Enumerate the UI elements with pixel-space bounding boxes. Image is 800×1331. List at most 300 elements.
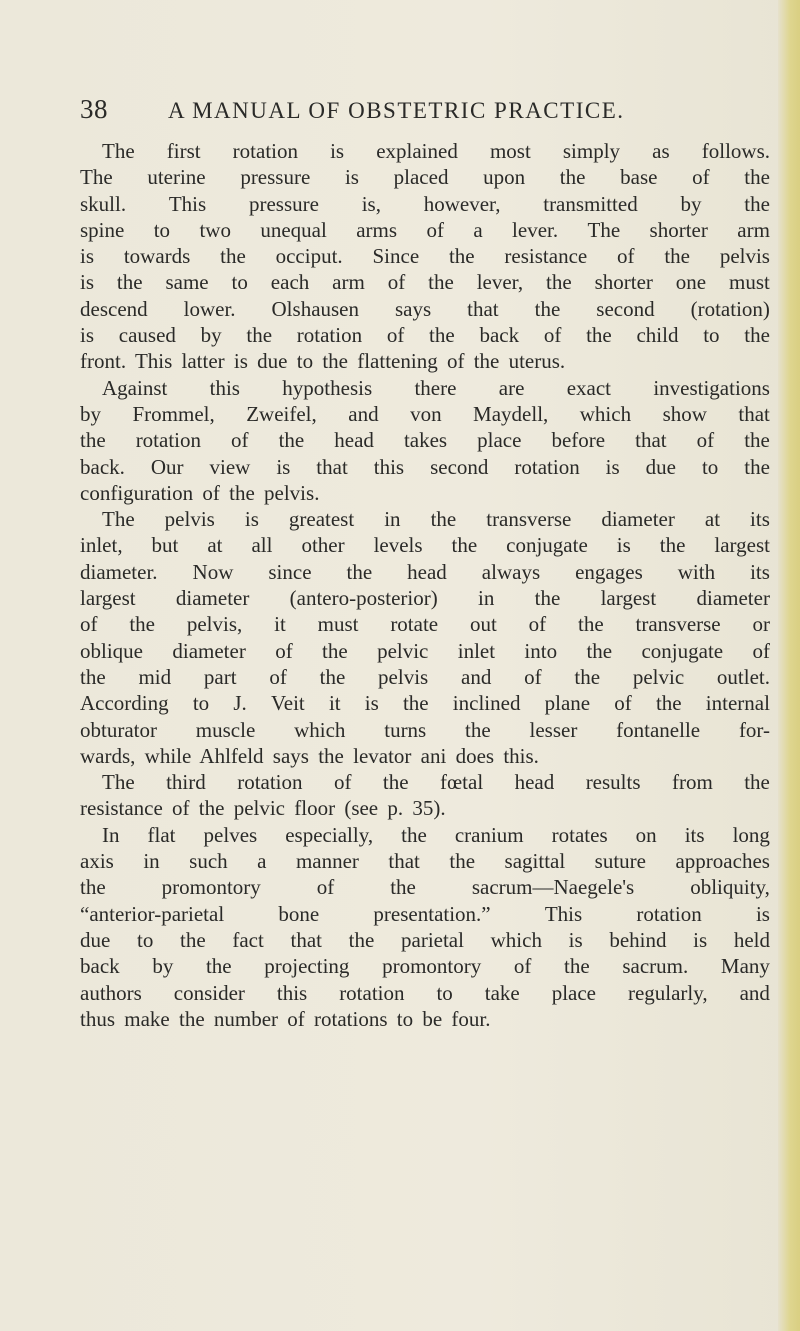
text-line	[80, 243, 770, 269]
word: rotation	[135, 428, 202, 453]
word: into	[524, 638, 558, 663]
word: greatest	[288, 507, 355, 532]
word: two	[199, 217, 231, 242]
word: J.	[233, 691, 247, 716]
word: in	[143, 849, 160, 874]
word: the	[659, 533, 686, 558]
word: of	[524, 664, 542, 689]
word: must	[729, 270, 770, 295]
word: the	[205, 954, 232, 979]
word: Zweifel,	[246, 401, 317, 426]
word: which	[490, 927, 542, 952]
word: the	[451, 533, 478, 558]
word: Since	[372, 244, 420, 269]
word: and	[739, 980, 770, 1005]
word: at	[704, 507, 721, 532]
page-header	[80, 94, 760, 130]
word: pelvis	[378, 664, 429, 689]
word: that	[316, 454, 348, 479]
word: muscle	[195, 717, 256, 742]
word: Now	[192, 559, 234, 584]
text-line	[80, 901, 770, 927]
word: take	[484, 980, 520, 1005]
word: to	[701, 454, 719, 479]
word: oblique	[80, 638, 143, 663]
word: that	[388, 849, 420, 874]
word: diameter	[696, 586, 770, 611]
word: rotation	[636, 901, 702, 926]
word: most	[489, 139, 531, 163]
word: the	[465, 717, 491, 742]
word: the	[116, 270, 143, 295]
text-line: configuration of the pelvis.	[80, 480, 320, 505]
word: exact	[566, 375, 611, 400]
word: second	[596, 296, 655, 321]
word: the	[246, 323, 273, 348]
word: The	[102, 139, 135, 163]
word: in	[384, 507, 401, 532]
word: arm	[737, 217, 770, 242]
word: of	[513, 954, 532, 979]
word: Against	[102, 375, 168, 400]
word: is	[344, 165, 359, 190]
word: with	[677, 559, 716, 584]
word: the	[664, 244, 690, 269]
word: hypothesis	[282, 375, 373, 400]
word: the	[586, 638, 613, 663]
word: which	[579, 401, 632, 426]
text-line	[80, 927, 770, 953]
word: turns	[384, 717, 427, 742]
word: second	[430, 454, 489, 479]
word: are	[498, 375, 525, 400]
word: lower.	[183, 296, 236, 321]
word: of	[386, 323, 405, 348]
word: by	[80, 401, 101, 426]
word: first	[166, 139, 201, 163]
word: it	[328, 691, 341, 716]
word: same	[165, 270, 209, 295]
word: lesser	[529, 717, 578, 742]
word: inlet	[457, 638, 496, 663]
word: this	[276, 980, 308, 1005]
word: the	[448, 244, 475, 269]
word: the	[574, 664, 601, 689]
text-line	[80, 980, 770, 1006]
word: of	[80, 612, 98, 637]
word: is	[364, 691, 379, 716]
word: is	[276, 454, 291, 479]
word: (antero-posterior)	[289, 586, 438, 611]
text-line: front. This latter is due to the flattening of the uterus.	[80, 349, 566, 374]
word: According	[80, 691, 169, 716]
word: a	[257, 849, 267, 874]
word: on	[635, 822, 657, 847]
word: lever.	[512, 217, 559, 242]
word: always	[481, 559, 541, 584]
word: obliquity,	[690, 875, 770, 900]
word: view	[209, 454, 251, 479]
word: fontanelle	[616, 717, 701, 742]
word: fœtal	[440, 770, 484, 795]
word: inclined	[452, 691, 521, 716]
word: to	[231, 270, 248, 295]
word: approaches	[675, 849, 770, 874]
word: the	[534, 296, 561, 321]
word: each	[270, 270, 310, 295]
word: to	[153, 217, 171, 242]
word: placed	[393, 165, 449, 190]
word: the	[586, 323, 612, 348]
word: the	[546, 270, 572, 295]
word: is	[80, 270, 95, 295]
word: rotate	[390, 612, 439, 637]
word: occiput.	[275, 244, 343, 269]
word: is	[755, 901, 770, 926]
word: pelves	[203, 822, 258, 847]
word: takes	[403, 428, 448, 453]
word: of	[316, 875, 335, 900]
text-line	[80, 611, 770, 637]
word: since	[268, 559, 312, 584]
word: is	[693, 927, 708, 952]
word: projecting	[264, 954, 350, 979]
word: rotation	[296, 323, 363, 348]
word: von	[410, 401, 442, 426]
running-head: A MANUAL OF OBSTETRIC PRACTICE.	[168, 98, 625, 123]
word: the	[429, 323, 455, 348]
word: the	[744, 165, 770, 190]
word: the	[348, 927, 375, 952]
text-line: wards, while Ahlfeld says the levator ani does this.	[80, 743, 539, 768]
word: the	[80, 428, 106, 453]
word: however,	[423, 191, 501, 216]
word: the	[428, 270, 454, 295]
text-line	[80, 427, 770, 453]
word: back	[80, 954, 120, 979]
word: back.	[80, 454, 125, 479]
word: bone	[278, 901, 320, 926]
word: “anterior-parietal	[80, 901, 225, 926]
word: This	[544, 901, 583, 926]
word: internal	[705, 691, 770, 716]
word: that	[290, 927, 322, 952]
word: the	[382, 770, 409, 795]
text-line	[80, 322, 770, 348]
word: upon	[483, 165, 526, 190]
word: rotates	[551, 822, 608, 847]
word: to	[436, 980, 453, 1005]
body-text	[80, 138, 770, 1032]
word: Our	[150, 454, 184, 479]
word: levels	[373, 533, 423, 558]
word: the	[319, 664, 346, 689]
word: the	[534, 586, 561, 611]
word: conjugate	[506, 533, 588, 558]
word: pelvis	[164, 507, 215, 532]
word: spine	[80, 217, 125, 242]
text-line	[80, 585, 770, 611]
word: or	[752, 612, 770, 637]
word: rotation	[514, 454, 580, 479]
word: obturator	[80, 717, 157, 742]
word: long	[732, 822, 770, 847]
word: the	[401, 822, 427, 847]
word: engages	[575, 559, 643, 584]
text-line	[80, 296, 770, 322]
word: manner	[295, 849, 359, 874]
text-line	[80, 822, 770, 848]
word: this	[373, 454, 405, 479]
word: to	[703, 323, 720, 348]
word: regularly,	[627, 980, 708, 1005]
word: other	[301, 533, 345, 558]
word: for-	[738, 717, 770, 742]
word: arm	[332, 270, 365, 295]
word: sagittal	[504, 849, 566, 874]
word: that	[738, 401, 770, 426]
word: outlet.	[716, 664, 770, 689]
word: head	[407, 559, 447, 584]
word: is	[568, 927, 583, 952]
text-line	[80, 953, 770, 979]
word: inlet,	[80, 533, 123, 558]
word: to	[137, 927, 154, 952]
word: by	[200, 323, 222, 348]
word: mid	[138, 664, 172, 689]
word: Veit	[270, 691, 305, 716]
word: especially,	[285, 822, 374, 847]
word: pelvis	[719, 244, 770, 269]
word: skull.	[80, 191, 127, 216]
word: axis	[80, 849, 114, 874]
word: all	[251, 533, 273, 558]
word: behind	[609, 927, 667, 952]
text-line	[80, 690, 770, 716]
word: sacrum—Naegele's	[471, 875, 635, 900]
word: this	[209, 375, 240, 400]
word: In	[102, 822, 120, 847]
word: of	[614, 691, 632, 716]
word: place	[477, 428, 522, 453]
word: head	[334, 428, 374, 453]
word: Maydell,	[473, 401, 549, 426]
word: the	[390, 875, 416, 900]
word: simply	[562, 139, 621, 163]
text-line	[80, 664, 770, 690]
word: conjugate	[641, 638, 724, 663]
word: is	[330, 139, 345, 163]
text-line	[80, 874, 770, 900]
word: its	[750, 507, 770, 532]
word: arms	[356, 217, 398, 242]
text-line	[80, 559, 770, 585]
word: is	[616, 533, 631, 558]
word: uterine	[147, 165, 206, 190]
word: the	[744, 770, 770, 795]
page-number: 38	[80, 94, 108, 124]
word: the	[655, 691, 682, 716]
word: that	[635, 428, 667, 453]
word: the	[744, 454, 770, 479]
word: the	[220, 244, 246, 269]
word: largest	[714, 533, 770, 558]
word: the	[578, 612, 604, 637]
word: rotation	[339, 980, 405, 1005]
word: the	[80, 875, 106, 900]
word: rotation	[237, 770, 303, 795]
word: lever,	[476, 270, 524, 295]
word: of	[528, 612, 547, 637]
word: diameter.	[80, 559, 158, 584]
word: out	[469, 612, 497, 637]
word: that	[467, 296, 499, 321]
word: follows.	[701, 139, 770, 163]
word: is	[244, 507, 259, 532]
word: of	[696, 428, 715, 453]
word: pelvic	[632, 664, 685, 689]
word: of	[269, 664, 287, 689]
text-line	[80, 217, 770, 243]
word: transverse	[486, 507, 572, 532]
text-line	[80, 138, 770, 164]
word: diameter	[601, 507, 675, 532]
text-line: resistance of the pelvic floor (see p. 35).	[80, 796, 446, 821]
word: the	[744, 428, 770, 453]
word: caused	[118, 323, 176, 348]
word: child	[636, 323, 679, 348]
word: the	[180, 927, 206, 952]
word: Many	[720, 954, 770, 979]
word: Olshausen	[271, 296, 360, 321]
word: consider	[173, 980, 245, 1005]
word: the	[430, 507, 457, 532]
word: pressure	[248, 191, 319, 216]
word: of	[231, 428, 249, 453]
word: transmitted	[543, 191, 638, 216]
word: of	[426, 217, 444, 242]
word: transverse	[635, 612, 721, 637]
word: towards	[123, 244, 191, 269]
word: says	[395, 296, 432, 321]
word: results	[585, 770, 641, 795]
word: the	[402, 691, 429, 716]
word: a	[473, 217, 483, 242]
word: is	[605, 454, 620, 479]
word: the	[278, 428, 305, 453]
word: The	[102, 770, 135, 795]
word: its	[750, 559, 770, 584]
word: Frommel,	[132, 401, 215, 426]
text-line	[80, 848, 770, 874]
word: The	[80, 165, 113, 190]
word: it	[274, 612, 286, 637]
word: and	[461, 664, 492, 689]
text-line	[80, 375, 770, 401]
word: must	[317, 612, 359, 637]
word: cranium	[454, 822, 524, 847]
word: the	[346, 559, 373, 584]
word: but	[151, 533, 179, 558]
word: pelvic	[377, 638, 429, 663]
word: the	[564, 954, 590, 979]
word: before	[551, 428, 606, 453]
word: investigations	[653, 375, 770, 400]
word: is	[80, 244, 95, 269]
word: rotation	[232, 139, 298, 163]
word: in	[478, 586, 495, 611]
word: The	[102, 507, 135, 532]
page-edge	[778, 0, 800, 1331]
word: This	[168, 191, 207, 216]
word: at	[207, 533, 223, 558]
word: the	[80, 664, 106, 689]
word: pressure	[240, 165, 311, 190]
word: such	[189, 849, 228, 874]
word: plane	[544, 691, 591, 716]
word: base	[620, 165, 658, 190]
word: unequal	[260, 217, 327, 242]
text-line	[80, 164, 770, 190]
word: suture	[594, 849, 646, 874]
word: to	[192, 691, 210, 716]
word: its	[684, 822, 705, 847]
text-line	[80, 532, 770, 558]
word: fact	[232, 927, 264, 952]
word: by	[680, 191, 702, 216]
word: the	[744, 191, 770, 216]
text-line	[80, 191, 770, 217]
word: third	[166, 770, 206, 795]
word: and	[348, 401, 379, 426]
word: diameter	[175, 586, 250, 611]
word: the	[449, 849, 476, 874]
text-line	[80, 638, 770, 664]
text-line	[80, 506, 770, 532]
word: of	[275, 638, 293, 663]
word: sacrum.	[622, 954, 689, 979]
word: as	[652, 139, 670, 163]
word: held	[733, 927, 770, 952]
word: explained	[376, 139, 458, 163]
word: the	[129, 612, 155, 637]
word: is,	[361, 191, 381, 216]
word: of	[543, 323, 562, 348]
word: largest	[600, 586, 657, 611]
word: the	[322, 638, 348, 663]
text-line	[80, 401, 770, 427]
word: head	[514, 770, 555, 795]
text-line	[80, 269, 770, 295]
text-line: thus make the number of rotations to be four.	[80, 1006, 491, 1031]
word: presentation.”	[373, 901, 491, 926]
word: promontory	[382, 954, 482, 979]
word: resistance	[504, 244, 588, 269]
word: parietal	[401, 927, 464, 952]
word: by	[152, 954, 174, 979]
text-line	[80, 717, 770, 743]
word: of	[333, 770, 352, 795]
word: part	[203, 664, 237, 689]
word: shorter	[649, 217, 708, 242]
word: of	[752, 638, 770, 663]
word: place	[551, 980, 596, 1005]
word: largest	[80, 586, 136, 611]
word: of	[692, 165, 710, 190]
word: pelvis,	[186, 612, 243, 637]
word: the	[744, 323, 770, 348]
word: authors	[80, 980, 142, 1005]
